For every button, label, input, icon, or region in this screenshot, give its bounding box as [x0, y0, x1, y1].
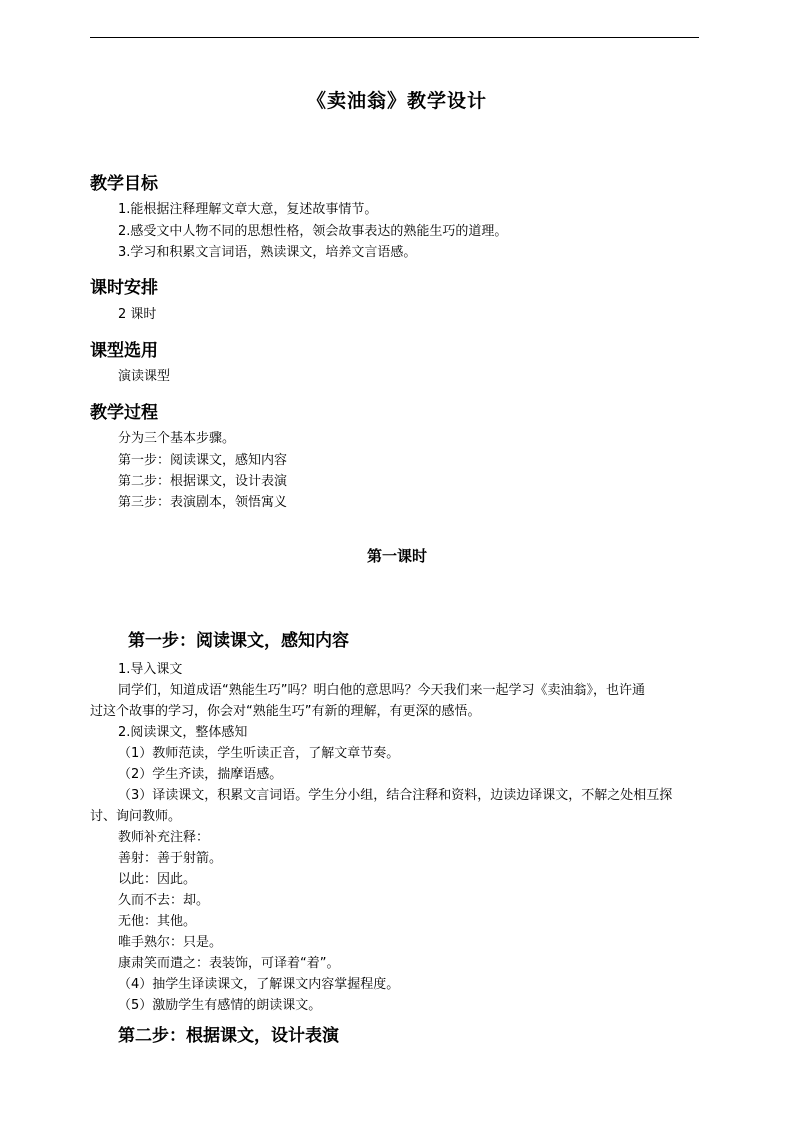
step1-line: （5）激励学生有感情的朗读课文。: [118, 998, 322, 1013]
process-line: 分为三个基本步骤。: [118, 431, 236, 446]
step1-line: 善射：善于射箭。: [118, 851, 223, 866]
step1-line: 以此：因此。: [118, 872, 197, 887]
step1-line: 无他：其他。: [118, 914, 197, 929]
step1-line: （2）学生齐读，揣摩语感。: [118, 767, 283, 782]
process-heading: 教学过程: [90, 403, 158, 423]
header-rule: [90, 37, 699, 38]
step1-line: 唯手熟尔：只是。: [118, 935, 223, 950]
step-1-heading: 第一步：阅读课文，感知内容: [128, 631, 349, 651]
step1-line: （3）译读课文，积累文言词语。学生分小组，结合注释和资料，边读边译课文，不解之处相互探: [118, 788, 673, 803]
type-heading: 课型选用: [90, 341, 158, 361]
process-line: 第三步：表演剧本，领悟寓义: [118, 495, 288, 510]
step1-line: 同学们，知道成语“熟能生巧”吗？明白他的意思吗？今天我们来一起学习《卖油翁》，也许通: [118, 683, 645, 698]
goal-item: 1.能根据注释理解文章大意，复述故事情节。: [118, 202, 378, 217]
process-line: 第二步：根据课文，设计表演: [118, 474, 288, 489]
step1-line: 讨、询问教师。: [90, 809, 182, 824]
step1-line: 2.阅读课文，整体感知: [118, 725, 248, 740]
step1-line: 教师补充注释：: [118, 830, 210, 845]
step1-line: 1.导入课文: [118, 662, 183, 677]
step1-line: 久而不去：却。: [118, 893, 210, 908]
process-line: 第一步：阅读课文，感知内容: [118, 453, 288, 468]
step1-line: 过这个故事的学习，你会对“熟能生巧”有新的理解，有更深的感悟。: [90, 704, 481, 719]
step1-line: （1）教师范读，学生听读正音，了解文章节奏。: [118, 746, 400, 761]
goal-item: 3.学习和积累文言词语，熟读课文，培养文言语感。: [118, 245, 417, 260]
schedule-text: 2 课时: [118, 307, 157, 322]
goal-item: 2.感受文中人物不同的思想性格，领会故事表达的熟能生巧的道理。: [118, 224, 508, 239]
step1-line: （4）抽学生译读课文，了解课文内容掌握程度。: [118, 977, 400, 992]
goals-heading: 教学目标: [90, 174, 158, 194]
type-text: 演读课型: [118, 369, 171, 384]
step1-line: 康肃笑而遣之：表装饰，可译着“着”。: [118, 956, 340, 971]
document-title: 《卖油翁》教学设计: [306, 90, 487, 112]
schedule-heading: 课时安排: [90, 278, 158, 298]
step-2-heading: 第二步：根据课文，设计表演: [118, 1026, 339, 1046]
lesson-1-heading: 第一课时: [366, 547, 427, 565]
